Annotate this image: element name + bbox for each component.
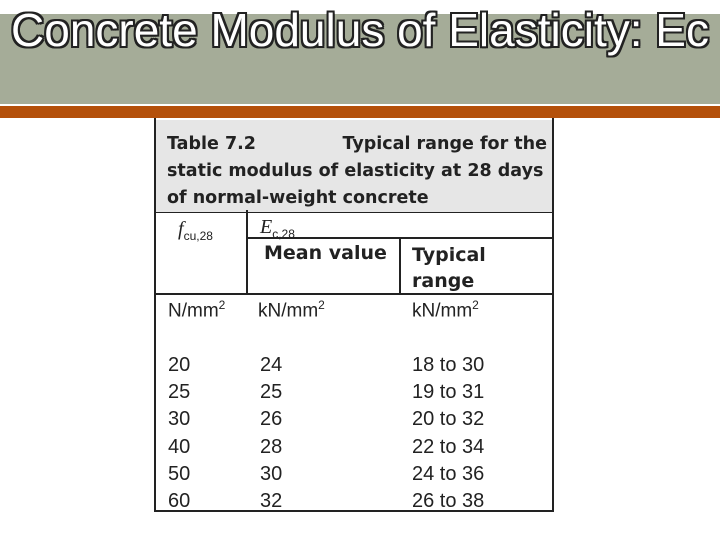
header-mean-value: Mean value xyxy=(264,242,387,264)
cell-mean: 26 xyxy=(260,408,283,431)
cell-fcu: 30 xyxy=(168,408,191,431)
table-row xyxy=(156,379,552,406)
unit-mean: $kN/mm^2$ xyxy=(258,298,325,322)
slide-title: Concrete Modulus of Elasticity: Ec xyxy=(11,4,709,56)
caption-line-2: static modulus of elasticity at 28 days xyxy=(167,161,544,181)
cell-range: 26 to 38 xyxy=(412,489,485,512)
table-row xyxy=(156,352,552,379)
unit-range: $kN/mm^2$ xyxy=(412,298,479,322)
cell-mean: 28 xyxy=(260,435,283,458)
unit-fcu: $N/mm^2$ xyxy=(168,298,226,322)
header-typical-range: Typical range xyxy=(412,244,486,292)
cell-fcu: 40 xyxy=(168,435,191,458)
cell-fcu: 50 xyxy=(168,462,191,485)
cell-mean: 32 xyxy=(260,489,283,512)
caption-text-start: Typical range for the xyxy=(342,134,547,154)
header-fcu: $f_{cu,28}$ xyxy=(178,218,213,243)
cell-range: 22 to 34 xyxy=(412,435,485,458)
cell-fcu: 60 xyxy=(168,489,191,512)
cell-fcu: 20 xyxy=(168,354,191,376)
cell-mean: 24 xyxy=(260,354,283,376)
cell-mean: 25 xyxy=(260,381,283,404)
cell-range: 24 to 36 xyxy=(412,462,485,485)
modulus-table xyxy=(154,118,554,512)
table-body xyxy=(156,352,552,515)
caption-line-1 xyxy=(167,131,547,158)
caption-line-3: of normal-weight concrete xyxy=(167,188,429,208)
cell-fcu: 25 xyxy=(168,381,191,404)
cell-mean: 30 xyxy=(260,462,283,485)
cell-range: 18 to 30 xyxy=(412,354,485,376)
cell-range: 19 to 31 xyxy=(412,381,485,404)
table-row xyxy=(156,406,552,433)
table-row xyxy=(156,461,552,488)
table-row xyxy=(156,488,552,515)
table-caption xyxy=(156,118,552,213)
title-accent-rule xyxy=(0,106,720,118)
column-divider-1 xyxy=(246,210,248,294)
caption-table-number: Table 7.2 xyxy=(167,134,256,154)
header-ec: $E_{c,28}$ xyxy=(260,216,295,241)
cell-range: 20 to 32 xyxy=(412,408,485,431)
column-divider-2 xyxy=(399,238,401,294)
table-row xyxy=(156,434,552,461)
